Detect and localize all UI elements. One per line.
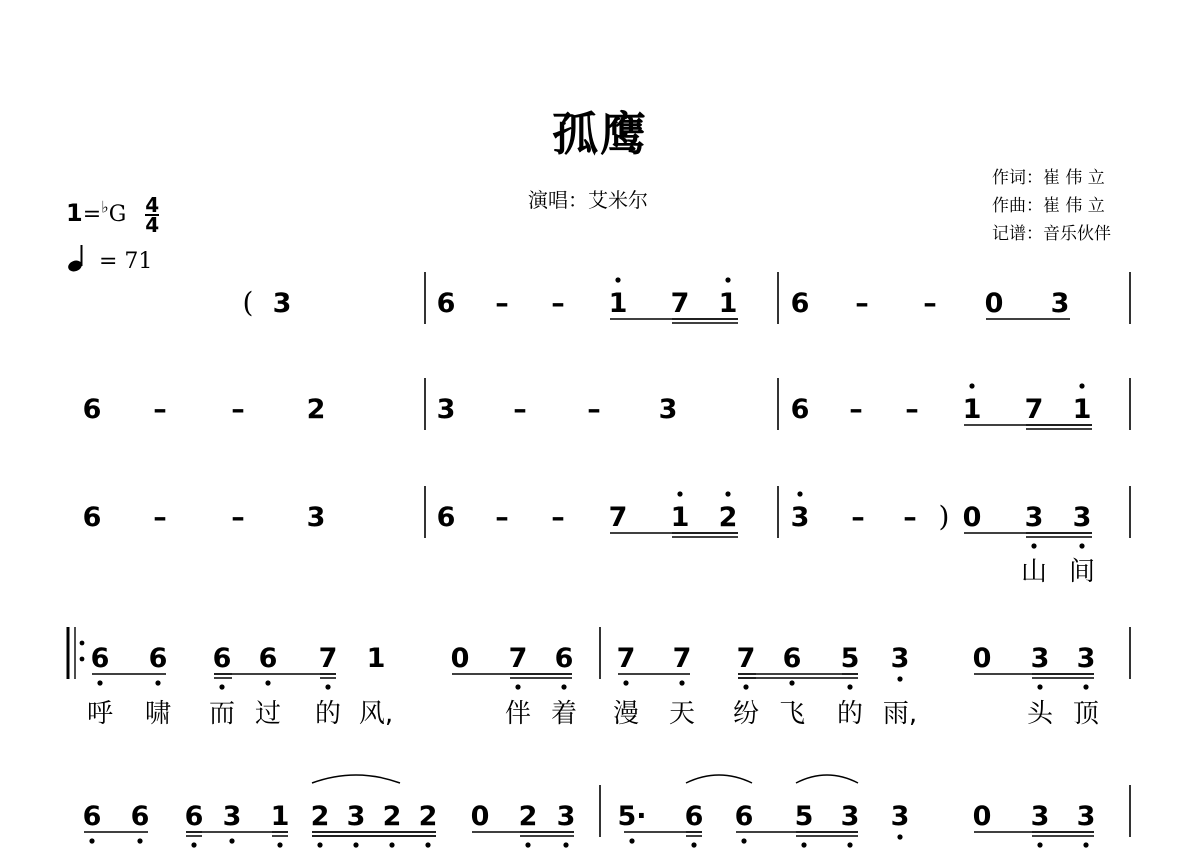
sustain-dash: –	[153, 502, 167, 533]
slur	[312, 775, 400, 783]
low-octave-dot	[563, 842, 568, 847]
lyric: 而	[208, 699, 236, 729]
note: 7	[1024, 394, 1044, 425]
note: 0	[450, 643, 470, 674]
note: 6	[554, 643, 574, 674]
note: 3	[1050, 288, 1070, 319]
sustain-dash: –	[495, 288, 509, 319]
note: 1	[608, 288, 628, 319]
note: 3	[1024, 502, 1044, 533]
low-octave-dot	[1037, 842, 1042, 847]
lyric: 着	[550, 699, 578, 729]
note: 6	[734, 801, 754, 832]
low-octave-dot	[847, 684, 852, 689]
slur	[686, 775, 752, 783]
note: 3	[556, 801, 576, 832]
sustain-dash: –	[495, 502, 509, 533]
low-octave-dot	[1079, 543, 1084, 548]
bracket: (	[242, 286, 254, 319]
tempo-value: = 71	[99, 249, 153, 274]
composer-credit: 作曲：崔 伟 立	[992, 196, 1105, 216]
note: 3	[1030, 643, 1050, 674]
lyric: 漫	[612, 699, 640, 729]
key-tonic: 1	[66, 199, 83, 227]
note: 2	[718, 502, 738, 533]
note: 7	[608, 502, 628, 533]
bracket: )	[938, 500, 950, 533]
repeat-dot	[80, 641, 85, 646]
note: 5	[840, 643, 860, 674]
note: 3	[658, 394, 678, 425]
repeat-dot	[80, 657, 85, 662]
note: 6	[184, 801, 204, 832]
note: 7	[672, 643, 692, 674]
note: 3	[790, 502, 810, 533]
note: 0	[972, 643, 992, 674]
note: 2	[306, 394, 326, 425]
note: 0	[984, 288, 1004, 319]
note: 3	[272, 288, 292, 319]
note: 5·	[617, 801, 647, 832]
note: 3	[890, 801, 910, 832]
low-octave-dot	[325, 684, 330, 689]
sustain-dash: –	[231, 394, 245, 425]
low-octave-dot	[219, 684, 224, 689]
low-octave-dot	[265, 680, 270, 685]
slur	[796, 775, 858, 783]
lyric: 的	[836, 699, 864, 729]
low-octave-dot	[801, 842, 806, 847]
note: 1	[670, 502, 690, 533]
note: 6	[82, 801, 102, 832]
note: 6	[790, 288, 810, 319]
note: 3	[1076, 643, 1096, 674]
note: 6	[684, 801, 704, 832]
note: 0	[972, 801, 992, 832]
lyric: 天	[668, 699, 696, 729]
low-octave-dot	[561, 684, 566, 689]
low-octave-dot	[229, 838, 234, 843]
note: 6	[782, 643, 802, 674]
note: 2	[518, 801, 538, 832]
note: 3	[1072, 502, 1092, 533]
low-octave-dot	[191, 842, 196, 847]
sustain-dash: –	[903, 502, 917, 533]
note: 6	[82, 394, 102, 425]
note: 6	[258, 643, 278, 674]
low-octave-dot	[89, 838, 94, 843]
sustain-dash: –	[587, 394, 601, 425]
low-octave-dot	[897, 676, 902, 681]
low-octave-dot	[97, 680, 102, 685]
high-octave-dot	[797, 491, 802, 496]
note: 3	[1076, 801, 1096, 832]
note: 6	[148, 643, 168, 674]
note: 1	[270, 801, 290, 832]
transcriber-credit: 记谱：音乐伙伴	[992, 224, 1111, 244]
lyric: 飞	[778, 699, 806, 729]
low-octave-dot	[525, 842, 530, 847]
lyric: 顶	[1072, 699, 1100, 729]
note: 6	[82, 502, 102, 533]
low-octave-dot	[425, 842, 430, 847]
sustain-dash: –	[231, 502, 245, 533]
sustain-dash: –	[551, 288, 565, 319]
note: 6	[212, 643, 232, 674]
note: 1	[1072, 394, 1092, 425]
note: 7	[736, 643, 756, 674]
low-octave-dot	[1037, 684, 1042, 689]
low-octave-dot	[515, 684, 520, 689]
low-octave-dot	[277, 842, 282, 847]
flat-icon: ♭	[101, 197, 109, 217]
lyric: 间	[1068, 557, 1096, 587]
sustain-dash: –	[551, 502, 565, 533]
singer-credit: 演唱：艾米尔	[528, 188, 648, 212]
note: 3	[1030, 801, 1050, 832]
lyricist-credit: 作词：崔 伟 立	[992, 168, 1105, 188]
lyric: 伴	[504, 699, 532, 729]
note: 1	[962, 394, 982, 425]
note: 2	[418, 801, 438, 832]
lyric: 头	[1026, 699, 1054, 729]
high-octave-dot	[1079, 383, 1084, 388]
note: 3	[890, 643, 910, 674]
high-octave-dot	[725, 277, 730, 282]
low-octave-dot	[629, 838, 634, 843]
low-octave-dot	[743, 684, 748, 689]
time-signature-top: 4	[145, 193, 160, 217]
note: 3	[436, 394, 456, 425]
key-note: G	[108, 202, 127, 227]
low-octave-dot	[137, 838, 142, 843]
low-octave-dot	[847, 842, 852, 847]
note: 7	[670, 288, 690, 319]
lyric: 风,	[358, 699, 394, 729]
lyric: 雨,	[882, 699, 918, 729]
note: 6	[790, 394, 810, 425]
note: 3	[346, 801, 366, 832]
note: 6	[130, 801, 150, 832]
low-octave-dot	[353, 842, 358, 847]
low-octave-dot	[789, 680, 794, 685]
note: 6	[90, 643, 110, 674]
low-octave-dot	[389, 842, 394, 847]
note: 7	[318, 643, 338, 674]
lyric: 山	[1020, 557, 1048, 587]
high-octave-dot	[969, 383, 974, 388]
key-eq: =	[82, 202, 102, 227]
note: 3	[840, 801, 860, 832]
lyric: 纷	[732, 699, 760, 729]
low-octave-dot	[317, 842, 322, 847]
note: 6	[436, 288, 456, 319]
note: 1	[718, 288, 738, 319]
lyric: 的	[314, 699, 342, 729]
time-signature-bottom: 4	[145, 213, 160, 237]
low-octave-dot	[1083, 684, 1088, 689]
sustain-dash: –	[905, 394, 919, 425]
note: 3	[222, 801, 242, 832]
low-octave-dot	[155, 680, 160, 685]
low-octave-dot	[623, 680, 628, 685]
note: 0	[470, 801, 490, 832]
lyric: 呼	[86, 699, 114, 729]
song-title: 孤鹰	[552, 107, 648, 161]
sustain-dash: –	[851, 502, 865, 533]
note: 0	[962, 502, 982, 533]
low-octave-dot	[679, 680, 684, 685]
lyric: 啸	[144, 699, 172, 729]
high-octave-dot	[725, 491, 730, 496]
note: 7	[616, 643, 636, 674]
high-octave-dot	[615, 277, 620, 282]
note: 7	[508, 643, 528, 674]
sustain-dash: –	[923, 288, 937, 319]
low-octave-dot	[691, 842, 696, 847]
high-octave-dot	[677, 491, 682, 496]
low-octave-dot	[1083, 842, 1088, 847]
low-octave-dot	[741, 838, 746, 843]
note: 1	[366, 643, 386, 674]
note: 6	[436, 502, 456, 533]
low-octave-dot	[1031, 543, 1036, 548]
note: 2	[310, 801, 330, 832]
sustain-dash: –	[855, 288, 869, 319]
sustain-dash: –	[513, 394, 527, 425]
lyric: 过	[254, 699, 282, 729]
sustain-dash: –	[153, 394, 167, 425]
sustain-dash: –	[849, 394, 863, 425]
note: 3	[306, 502, 326, 533]
note: 5	[794, 801, 814, 832]
low-octave-dot	[897, 834, 902, 839]
note: 2	[382, 801, 402, 832]
